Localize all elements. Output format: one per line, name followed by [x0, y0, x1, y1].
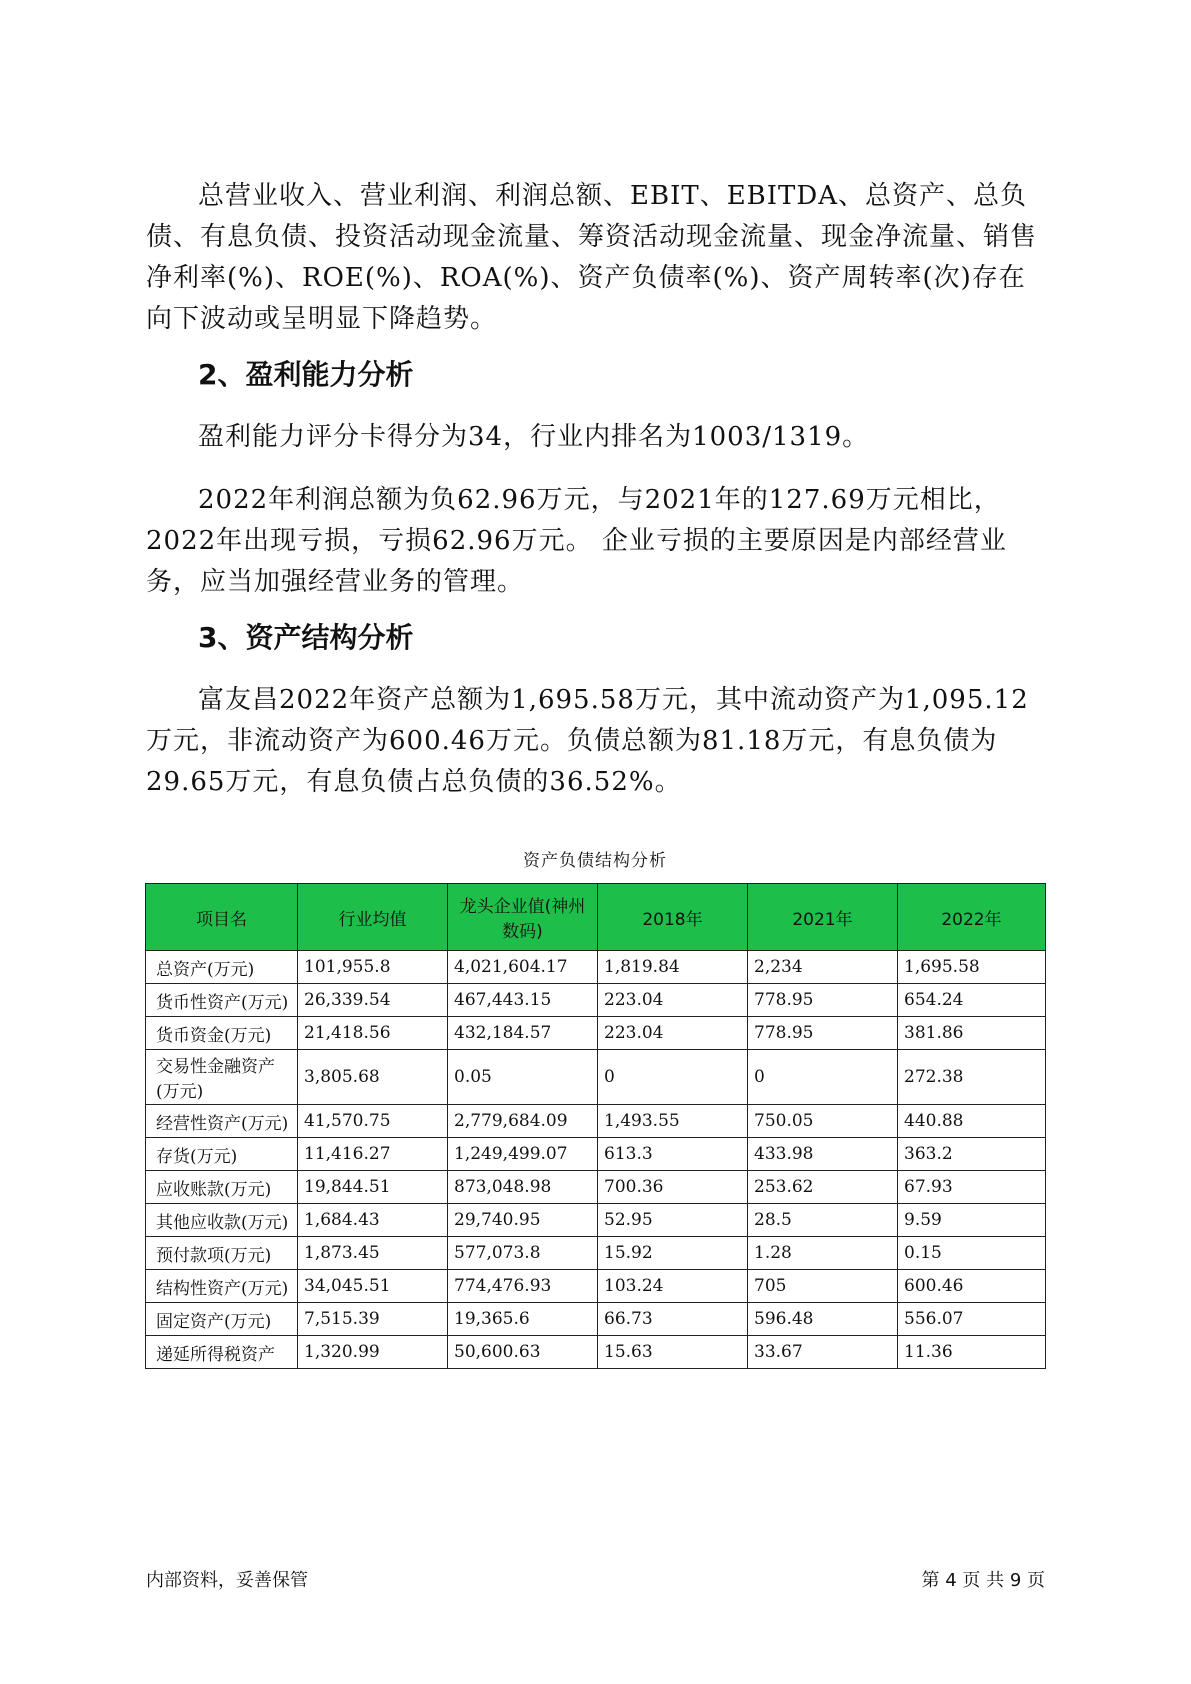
value-cell: 1,249,499.07	[448, 1138, 598, 1171]
value-cell: 467,443.15	[448, 984, 598, 1017]
intro-paragraph: 总营业收入、营业利润、利润总额、EBIT、EBITDA、总资产、总负债、有息负债、投资活动现金流量、筹资活动现金流量、现金净流量、销售净利率(%)、ROE(%)、ROA(%)、资产负债率(%)、资产周转率(次)存在向下波动或呈明显下降趋势。	[146, 181, 1038, 334]
section-2-paragraph-2: 2022年利润总额为负62.96万元，与2021年的127.69万元相比，2022年出现亏损，亏损62.96万元。 企业亏损的主要原因是内部经营业务，应当加强经营业务的管理。	[146, 485, 1007, 597]
row-label-cell: 其他应收款(万元)	[146, 1204, 298, 1237]
value-cell: 363.2	[898, 1138, 1046, 1171]
value-cell: 101,955.8	[298, 951, 448, 984]
value-cell: 223.04	[598, 1017, 748, 1050]
table-row	[146, 1050, 1046, 1105]
value-cell: 0.05	[448, 1050, 598, 1105]
header-cell: 2018年	[598, 884, 748, 951]
table-row	[146, 951, 1046, 984]
header-cell: 龙头企业值(神州数码)	[448, 884, 598, 951]
value-cell: 433.98	[748, 1138, 898, 1171]
value-cell: 1,695.58	[898, 951, 1046, 984]
value-cell: 0	[598, 1050, 748, 1105]
value-cell: 66.73	[598, 1303, 748, 1336]
value-cell: 11.36	[898, 1336, 1046, 1369]
value-cell: 778.95	[748, 984, 898, 1017]
table-row	[146, 1017, 1046, 1050]
row-label-cell: 经营性资产(万元)	[146, 1105, 298, 1138]
value-cell: 28.5	[748, 1204, 898, 1237]
value-cell: 9.59	[898, 1204, 1046, 1237]
value-cell: 1,684.43	[298, 1204, 448, 1237]
table-row	[146, 1270, 1046, 1303]
table-row	[146, 1204, 1046, 1237]
table-row	[146, 984, 1046, 1017]
header-cell: 行业均值	[298, 884, 448, 951]
asset-structure-table	[145, 883, 1046, 1369]
row-label-cell: 应收账款(万元)	[146, 1171, 298, 1204]
table-row	[146, 1303, 1046, 1336]
value-cell: 41,570.75	[298, 1105, 448, 1138]
footer-page-number: 第 4 页 共 9 页	[921, 1570, 1045, 1591]
row-label-cell: 存货(万元)	[146, 1138, 298, 1171]
row-label-cell: 货币资金(万元)	[146, 1017, 298, 1050]
value-cell: 2,779,684.09	[448, 1105, 598, 1138]
value-cell: 4,021,604.17	[448, 951, 598, 984]
value-cell: 2,234	[748, 951, 898, 984]
value-cell: 52.95	[598, 1204, 748, 1237]
value-cell: 21,418.56	[298, 1017, 448, 1050]
value-cell: 613.3	[598, 1138, 748, 1171]
footer-confidential-note: 内部资料，妥善保管	[146, 1570, 308, 1591]
row-label-cell: 交易性金融资产(万元)	[146, 1050, 298, 1105]
body-content	[146, 176, 1046, 803]
table-caption: 资产负债结构分析	[523, 851, 667, 871]
table-row	[146, 1237, 1046, 1270]
value-cell: 600.46	[898, 1270, 1046, 1303]
section-2-heading: 2、盈利能力分析	[198, 358, 414, 391]
row-label-cell: 递延所得税资产	[146, 1336, 298, 1369]
value-cell: 50,600.63	[448, 1336, 598, 1369]
value-cell: 440.88	[898, 1105, 1046, 1138]
value-cell: 103.24	[598, 1270, 748, 1303]
value-cell: 705	[748, 1270, 898, 1303]
value-cell: 1,819.84	[598, 951, 748, 984]
table-row	[146, 1105, 1046, 1138]
header-cell: 2021年	[748, 884, 898, 951]
table-wrap	[145, 883, 1046, 1369]
value-cell: 15.92	[598, 1237, 748, 1270]
value-cell: 29,740.95	[448, 1204, 598, 1237]
value-cell: 7,515.39	[298, 1303, 448, 1336]
section-3-heading: 3、资产结构分析	[198, 621, 414, 654]
value-cell: 596.48	[748, 1303, 898, 1336]
table-row	[146, 1138, 1046, 1171]
value-cell: 19,365.6	[448, 1303, 598, 1336]
table-row	[146, 1336, 1046, 1369]
section-2-paragraph-1: 盈利能力评分卡得分为34，行业内排名为1003/1319。	[198, 422, 870, 452]
value-cell: 3,805.68	[298, 1050, 448, 1105]
value-cell: 1,493.55	[598, 1105, 748, 1138]
table-caption-wrap	[145, 846, 1045, 883]
value-cell: 432,184.57	[448, 1017, 598, 1050]
value-cell: 26,339.54	[298, 984, 448, 1017]
value-cell: 272.38	[898, 1050, 1046, 1105]
value-cell: 873,048.98	[448, 1171, 598, 1204]
value-cell: 700.36	[598, 1171, 748, 1204]
row-label-cell: 固定资产(万元)	[146, 1303, 298, 1336]
value-cell: 1.28	[748, 1237, 898, 1270]
table-row	[146, 1171, 1046, 1204]
row-label-cell: 结构性资产(万元)	[146, 1270, 298, 1303]
value-cell: 381.86	[898, 1017, 1046, 1050]
value-cell: 556.07	[898, 1303, 1046, 1336]
value-cell: 0	[748, 1050, 898, 1105]
table-header-row	[146, 884, 1046, 951]
header-cell: 项目名	[146, 884, 298, 951]
value-cell: 34,045.51	[298, 1270, 448, 1303]
value-cell: 19,844.51	[298, 1171, 448, 1204]
value-cell: 778.95	[748, 1017, 898, 1050]
value-cell: 11,416.27	[298, 1138, 448, 1171]
value-cell: 750.05	[748, 1105, 898, 1138]
value-cell: 1,320.99	[298, 1336, 448, 1369]
value-cell: 67.93	[898, 1171, 1046, 1204]
value-cell: 774,476.93	[448, 1270, 598, 1303]
value-cell: 33.67	[748, 1336, 898, 1369]
row-label-cell: 货币性资产(万元)	[146, 984, 298, 1017]
value-cell: 654.24	[898, 984, 1046, 1017]
value-cell: 0.15	[898, 1237, 1046, 1270]
value-cell: 1,873.45	[298, 1237, 448, 1270]
section-3-paragraph-1: 富友昌2022年资产总额为1,695.58万元，其中流动资产为1,095.12万元，非流动资产为600.46万元。负债总额为81.18万元，有息负债为29.65万元，有息负债占总负债的36.52%。	[146, 685, 1029, 797]
header-cell: 2022年	[898, 884, 1046, 951]
value-cell: 577,073.8	[448, 1237, 598, 1270]
value-cell: 15.63	[598, 1336, 748, 1369]
value-cell: 223.04	[598, 984, 748, 1017]
row-label-cell: 预付款项(万元)	[146, 1237, 298, 1270]
value-cell: 253.62	[748, 1171, 898, 1204]
row-label-cell: 总资产(万元)	[146, 951, 298, 984]
